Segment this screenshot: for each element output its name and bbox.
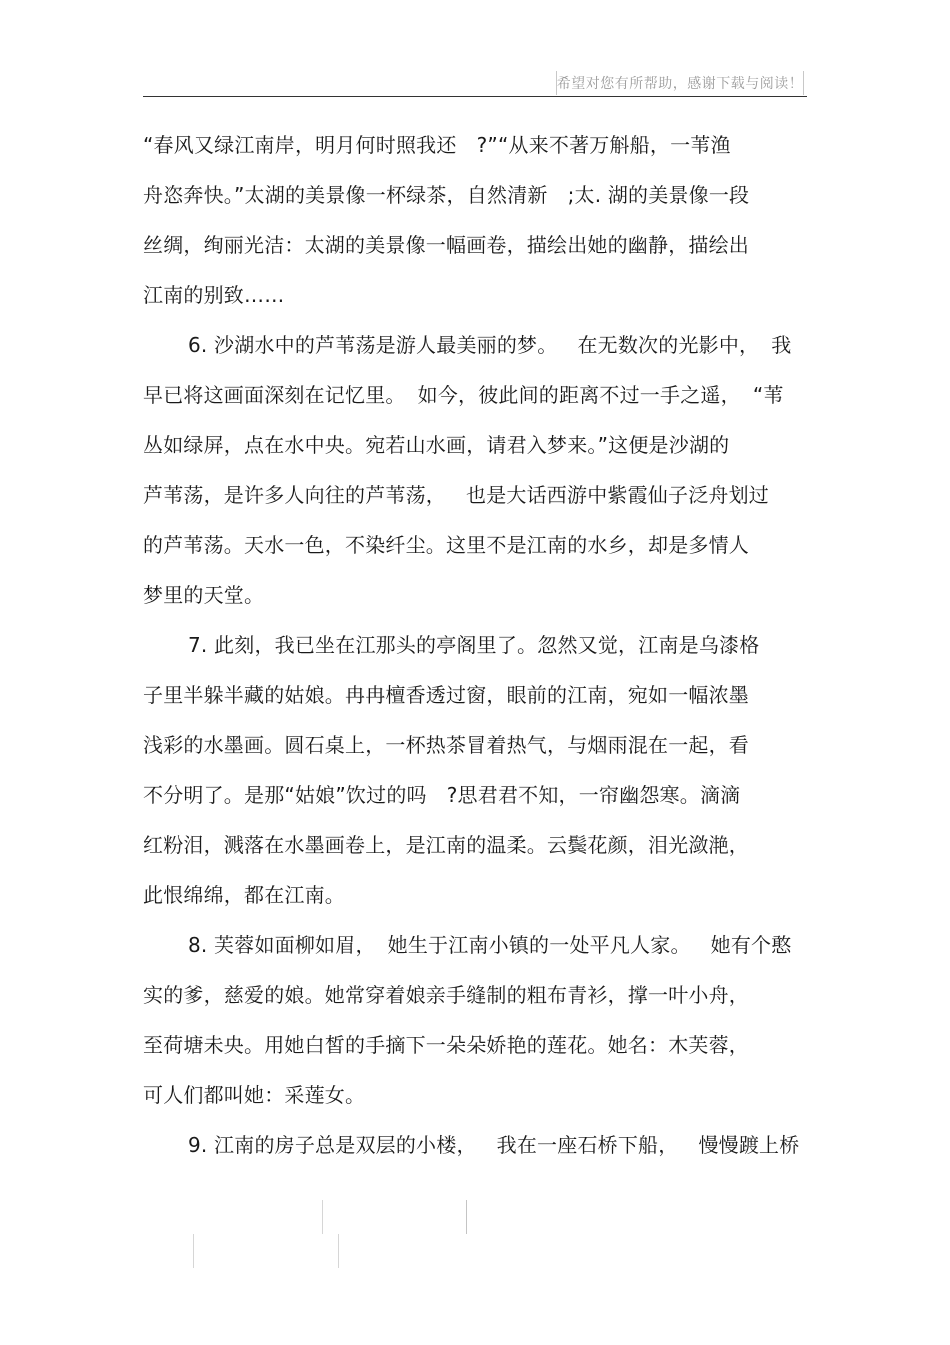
header-banner <box>556 71 804 95</box>
text-line <box>143 370 807 420</box>
text-line <box>143 820 807 870</box>
text-segment: 至荷塘未央。用她白皙的手摘下一朵朵娇艳的莲花。她名：木芙蓉， <box>143 1033 749 1057</box>
text-segment: 我 <box>771 333 792 357</box>
text-segment: 她有个憨 <box>710 933 792 957</box>
scan-artifact-line <box>466 1200 467 1234</box>
text-segment: 如今，彼此间的距离不过一手之遥， <box>417 383 741 407</box>
text-line <box>143 720 807 770</box>
text-segment: ;太. 湖的美景像一段 <box>567 183 750 207</box>
text-segment: 6. 沙湖水中的芦苇荡是游人最美丽的梦。 <box>188 333 558 357</box>
text-line <box>143 1020 807 1070</box>
paragraph-first-line <box>143 320 807 370</box>
text-segment: 可人们都叫她：采莲女。 <box>143 1083 366 1107</box>
header-banner-text: 希望对您有所帮助，感谢下载与阅读！ <box>556 76 804 92</box>
text-segment: 的芦苇荡。天水一色，不染纤尘。这里不是江南的水乡，却是多情人 <box>143 533 749 557</box>
text-segment: 丝绸，绚丽光洁：太湖的美景像一幅画卷，描绘出她的幽静，描绘出 <box>143 233 749 257</box>
text-segment: 在无数次的光影中， <box>577 333 760 357</box>
text-segment: 江南的别致…… <box>143 283 285 307</box>
text-line <box>143 570 807 620</box>
text-line <box>143 170 807 220</box>
text-segment: ?”“从来不著万斛船，一苇渔 <box>476 133 731 157</box>
text-segment: 浅彩的水墨画。圆石桌上，一杯热茶冒着热气，与烟雨混在一起，看 <box>143 733 749 757</box>
text-segment: 芦苇荡，是许多人向往的芦苇荡， <box>143 483 446 507</box>
text-segment: 慢慢踱上桥 <box>698 1133 800 1157</box>
text-line <box>143 270 807 320</box>
paragraph-first-line <box>143 620 807 670</box>
scan-artifact-line <box>322 1200 323 1234</box>
text-segment: “春风又绿江南岸，明月何时照我还 <box>143 133 457 157</box>
text-line <box>143 120 807 170</box>
text-segment: 子里半躲半藏的姑娘。冉冉檀香透过窗，眼前的江南，宛如一幅浓墨 <box>143 683 749 707</box>
paragraph-first-line <box>143 1120 807 1170</box>
text-line <box>143 870 807 920</box>
text-segment: 梦里的天堂。 <box>143 583 265 607</box>
text-line <box>143 970 807 1020</box>
text-line <box>143 220 807 270</box>
scan-artifact-line <box>338 1234 339 1268</box>
paragraph-first-line <box>143 920 807 970</box>
text-segment: 我在一座石桥下船， <box>496 1133 679 1157</box>
text-segment: 实的爹，慈爱的娘。她常穿着娘亲手缝制的粗布青衫，撑一叶小舟， <box>143 983 749 1007</box>
text-segment: 8. 芙蓉如面柳如眉， <box>188 933 376 957</box>
text-line <box>143 1070 807 1120</box>
text-segment: 红粉泪，溅落在水墨画卷上，是江南的温柔。云鬓花颜，泪光潋滟， <box>143 833 749 857</box>
text-segment: 不分明了。是那“姑娘”饮过的吗 <box>143 783 427 807</box>
text-segment: 舟恣奔快。”太湖的美景像一杯绿茶，自然清新 <box>143 183 548 207</box>
text-line <box>143 770 807 820</box>
text-segment: 早已将这画面深刻在记忆里。 <box>143 383 406 407</box>
text-line <box>143 420 807 470</box>
text-segment: ?思君君不知，一帘幽怨寒。滴滴 <box>446 783 741 807</box>
text-segment: 9. 江南的房子总是双层的小楼， <box>188 1133 477 1157</box>
header-divider <box>143 96 807 97</box>
text-line <box>143 470 807 520</box>
document-body <box>143 120 807 1170</box>
scan-artifact-line <box>193 1234 194 1268</box>
text-line <box>143 520 807 570</box>
text-segment: 此恨绵绵，都在江南。 <box>143 883 345 907</box>
text-segment: 也是大话西游中紫霞仙子泛舟划过 <box>466 483 769 507</box>
text-segment: 7. 此刻，我已坐在江那头的亭阁里了。忽然又觉，江南是乌漆格 <box>188 633 760 657</box>
text-segment: 她生于江南小镇的一处平凡人家。 <box>387 933 691 957</box>
text-segment: 丛如绿屏，点在水中央。宛若山水画，请君入梦来。”这便是沙湖的 <box>143 433 730 457</box>
text-line <box>143 670 807 720</box>
text-segment: “苇 <box>752 383 784 407</box>
